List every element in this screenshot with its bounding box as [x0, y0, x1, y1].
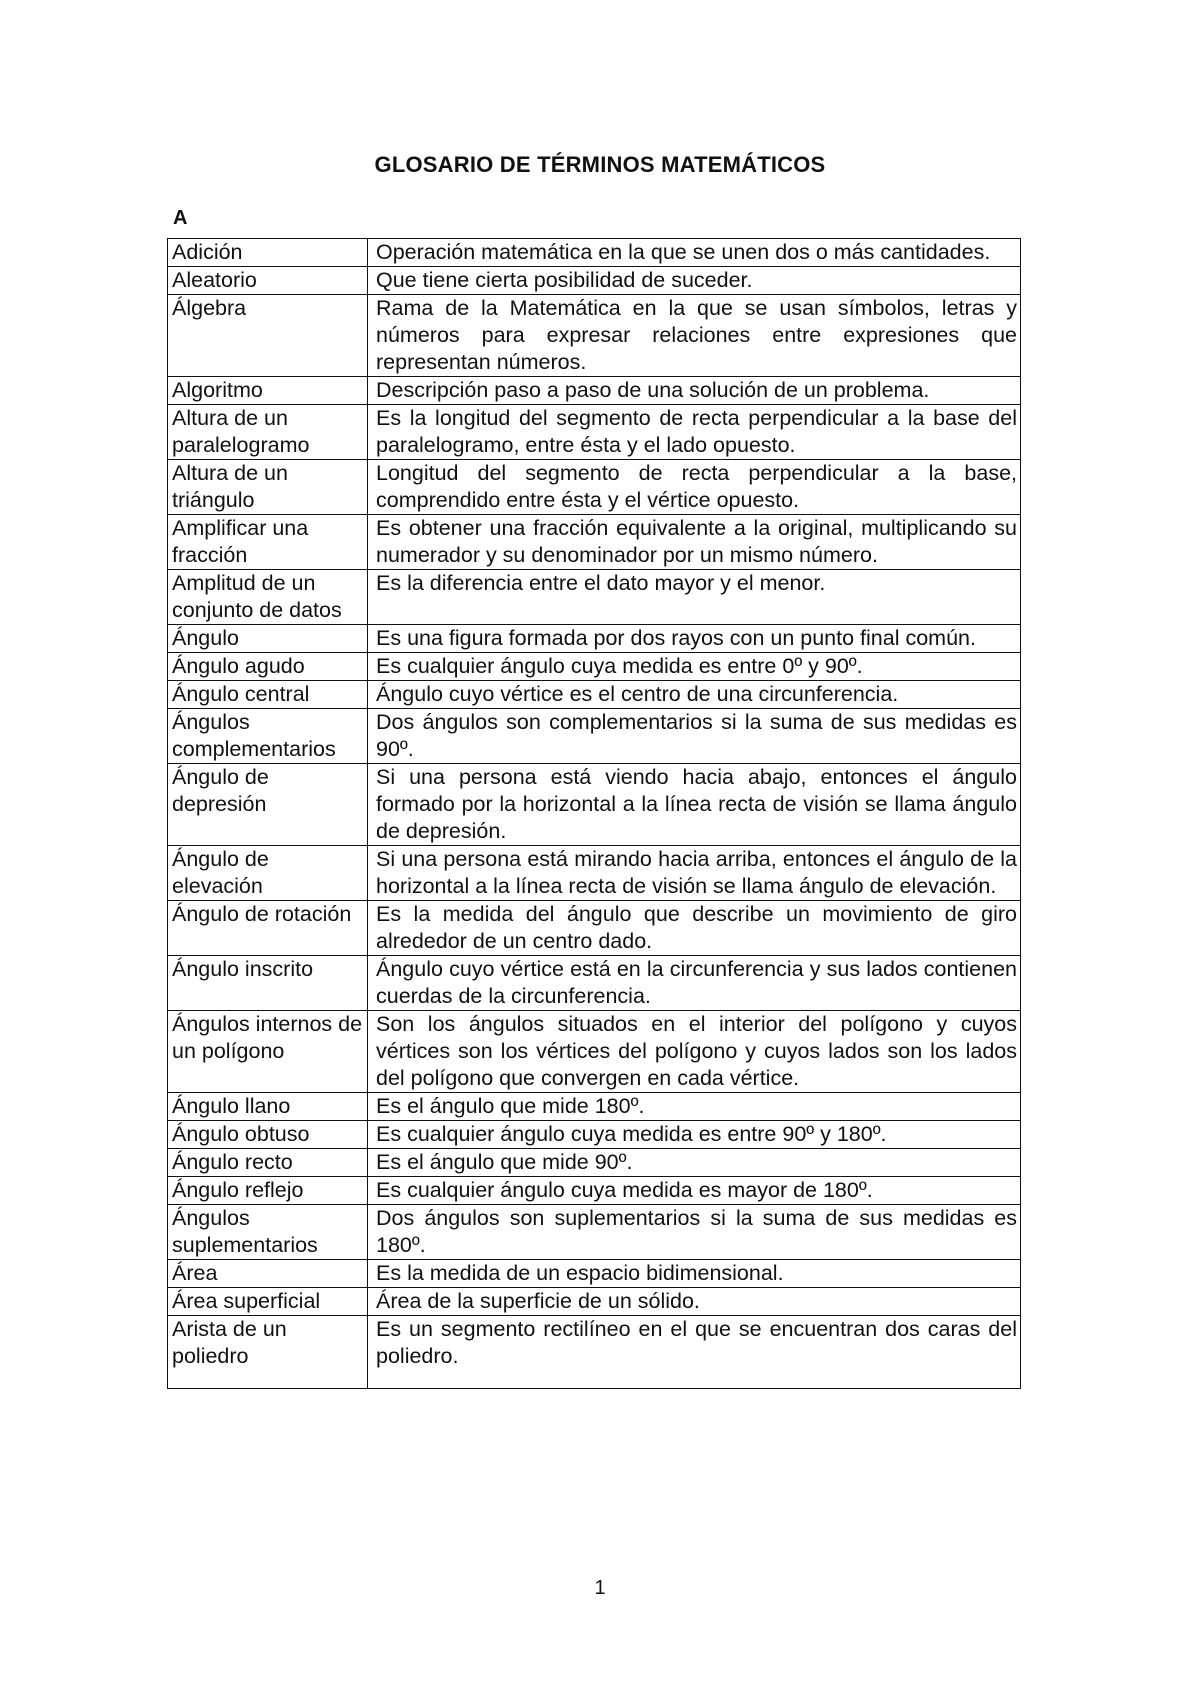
glossary-term: Ángulo reflejo [168, 1177, 368, 1205]
glossary-row [168, 295, 1021, 377]
glossary-definition: Ángulo cuyo vértice está en la circunferencia y sus lados contienen cuerdas de la circunferencia. [368, 956, 1021, 1011]
glossary-definition: Es la medida del ángulo que describe un movimiento de giro alrededor de un centro dado. [368, 901, 1021, 956]
glossary-table [167, 238, 1021, 1389]
glossary-row [168, 1011, 1021, 1093]
glossary-definition: Que tiene cierta posibilidad de suceder. [368, 267, 1021, 295]
glossary-body [168, 239, 1021, 1389]
glossary-definition: Es el ángulo que mide 180º. [368, 1093, 1021, 1121]
glossary-term: Ángulo llano [168, 1093, 368, 1121]
glossary-term: Adición [168, 239, 368, 267]
glossary-row [168, 1177, 1021, 1205]
glossary-term: Ángulo recto [168, 1149, 368, 1177]
glossary-row [168, 681, 1021, 709]
glossary-term: Algoritmo [168, 377, 368, 405]
glossary-term: Ángulos internos de un polígono [168, 1011, 368, 1093]
glossary-row [168, 239, 1021, 267]
glossary-term: Ángulo inscrito [168, 956, 368, 1011]
glossary-definition: Descripción paso a paso de una solución de un problema. [368, 377, 1021, 405]
glossary-term: Ángulo [168, 625, 368, 653]
glossary-row [168, 1288, 1021, 1316]
glossary-definition: Longitud del segmento de recta perpendicular a la base, comprendido entre ésta y el vértice opuesto. [368, 460, 1021, 515]
glossary-term: Ángulo agudo [168, 653, 368, 681]
glossary-row [168, 515, 1021, 570]
glossary-definition: Es la longitud del segmento de recta perpendicular a la base del paralelogramo, entre ésta y el lado opuesto. [368, 405, 1021, 460]
glossary-definition: Es una figura formada por dos rayos con un punto final común. [368, 625, 1021, 653]
glossary-term: Altura de un paralelogramo [168, 405, 368, 460]
glossary-term: Ángulo central [168, 681, 368, 709]
glossary-definition: Es el ángulo que mide 90º. [368, 1149, 1021, 1177]
glossary-definition: Operación matemática en la que se unen dos o más cantidades. [368, 239, 1021, 267]
glossary-row [168, 901, 1021, 956]
glossary-definition: Es cualquier ángulo cuya medida es mayor de 180º. [368, 1177, 1021, 1205]
glossary-row [168, 1149, 1021, 1177]
glossary-row [168, 1260, 1021, 1288]
glossary-definition: Es la diferencia entre el dato mayor y el menor. [368, 570, 1021, 625]
glossary-term: Amplificar una fracción [168, 515, 368, 570]
glossary-term: Aleatorio [168, 267, 368, 295]
glossary-row [168, 653, 1021, 681]
glossary-definition: Rama de la Matemática en la que se usan símbolos, letras y números para expresar relaciones entre expresiones que representan números. [368, 295, 1021, 377]
glossary-term: Ángulo de depresión [168, 764, 368, 846]
glossary-term: Arista de un poliedro [168, 1316, 368, 1389]
page-title: GLOSARIO DE TÉRMINOS MATEMÁTICOS [374, 152, 826, 177]
glossary-definition: Si una persona está viendo hacia abajo, entonces el ángulo formado por la horizontal a la línea recta de visión se llama ángulo de depresión. [368, 764, 1021, 846]
glossary-row [168, 1316, 1021, 1389]
glossary-term: Ángulos suplementarios [168, 1205, 368, 1260]
glossary-row [168, 956, 1021, 1011]
glossary-row [168, 625, 1021, 653]
glossary-term: Álgebra [168, 295, 368, 377]
glossary-term: Ángulos complementarios [168, 709, 368, 764]
section-letter: A [173, 207, 188, 229]
glossary-definition: Ángulo cuyo vértice es el centro de una circunferencia. [368, 681, 1021, 709]
glossary-term: Altura de un triángulo [168, 460, 368, 515]
glossary-row [168, 1121, 1021, 1149]
glossary-row [168, 460, 1021, 515]
glossary-definition: Es cualquier ángulo cuya medida es entre 90º y 180º. [368, 1121, 1021, 1149]
glossary-definition: Si una persona está mirando hacia arriba, entonces el ángulo de la horizontal a la línea recta de visión se llama ángulo de elevación. [368, 846, 1021, 901]
glossary-term: Área [168, 1260, 368, 1288]
glossary-row [168, 846, 1021, 901]
glossary-row [168, 764, 1021, 846]
glossary-term: Ángulo obtuso [168, 1121, 368, 1149]
glossary-row [168, 570, 1021, 625]
glossary-row [168, 405, 1021, 460]
glossary-definition: Es obtener una fracción equivalente a la original, multiplicando su numerador y su denominador por un mismo número. [368, 515, 1021, 570]
glossary-row [168, 1205, 1021, 1260]
page-number: 1 [594, 1577, 606, 1599]
glossary-term: Ángulo de elevación [168, 846, 368, 901]
glossary-definition: Es cualquier ángulo cuya medida es entre 0º y 90º. [368, 653, 1021, 681]
glossary-term: Área superficial [168, 1288, 368, 1316]
glossary-row [168, 377, 1021, 405]
glossary-definition: Dos ángulos son suplementarios si la suma de sus medidas es 180º. [368, 1205, 1021, 1260]
glossary-definition: Son los ángulos situados en el interior del polígono y cuyos vértices son los vértices del polígono y cuyos lados son los lados del polígono que convergen en cada vértice. [368, 1011, 1021, 1093]
glossary-definition: Dos ángulos son complementarios si la suma de sus medidas es 90º. [368, 709, 1021, 764]
glossary-definition: Área de la superficie de un sólido. [368, 1288, 1021, 1316]
glossary-row [168, 709, 1021, 764]
glossary-row [168, 267, 1021, 295]
glossary-definition: Es un segmento rectilíneo en el que se encuentran dos caras del poliedro. [368, 1316, 1021, 1389]
glossary-row [168, 1093, 1021, 1121]
glossary-definition: Es la medida de un espacio bidimensional. [368, 1260, 1021, 1288]
glossary-term: Ángulo de rotación [168, 901, 368, 956]
glossary-term: Amplitud de un conjunto de datos [168, 570, 368, 625]
